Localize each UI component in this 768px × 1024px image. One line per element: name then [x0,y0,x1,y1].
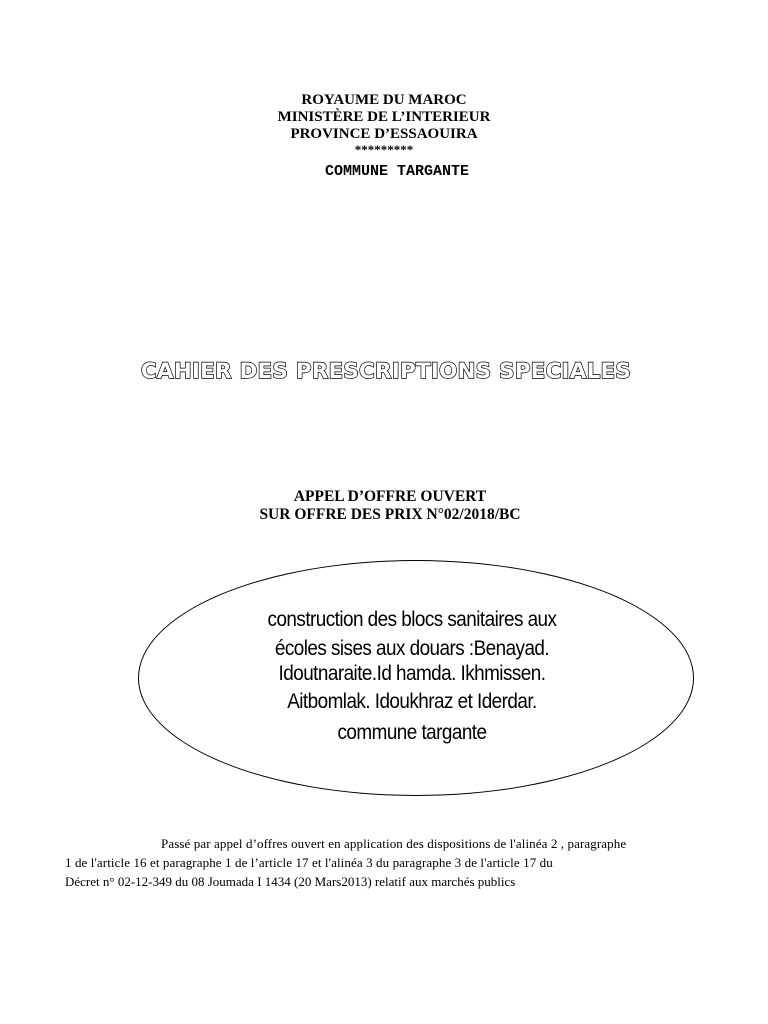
object-text-line: construction des blocs sanitaires aux [267,608,557,631]
object-text-line: Aitbomlak. Idoukhraz et Iderdar. [287,690,537,713]
document-title: CAHIER DES PRESCRIPTIONS SPECIALES [140,359,632,384]
province-heading: PROVINCE D’ESSAOUIRA [290,126,478,142]
tender-type-line: APPEL D’OFFRE OUVERT [293,488,487,505]
object-text-line: Idoutnaraite.Id hamda. Ikhmissen. [278,662,546,685]
tender-number-line: SUR OFFRE DES PRIX N°02/2018/BC [259,506,521,523]
legal-paragraph-line: Décret n° 02-12-349 du 08 Joumada I 1434 (20 Mars2013) relatif aux marchés publics [65,874,516,889]
ministry-heading: MINISTÈRE DE L’INTERIEUR [277,109,491,125]
commune-heading: COMMUNE TARGANTE [324,163,470,180]
legal-paragraph-line: Passé par appel d’offres ouvert en application des dispositions de l'alinéa 2 , paragraphe [161,836,627,851]
kingdom-heading: ROYAUME DU MAROC [301,92,467,108]
legal-paragraph-line: 1 de l'article 16 et paragraphe 1 de l’article 17 et l'alinéa 3 du paragraphe 3 de l'article 17 du [65,855,553,870]
object-text-line: écoles sises aux douars :Benayad. [274,637,550,660]
header-separator: ********* [354,142,414,157]
object-text-line: commune targante [337,721,487,744]
